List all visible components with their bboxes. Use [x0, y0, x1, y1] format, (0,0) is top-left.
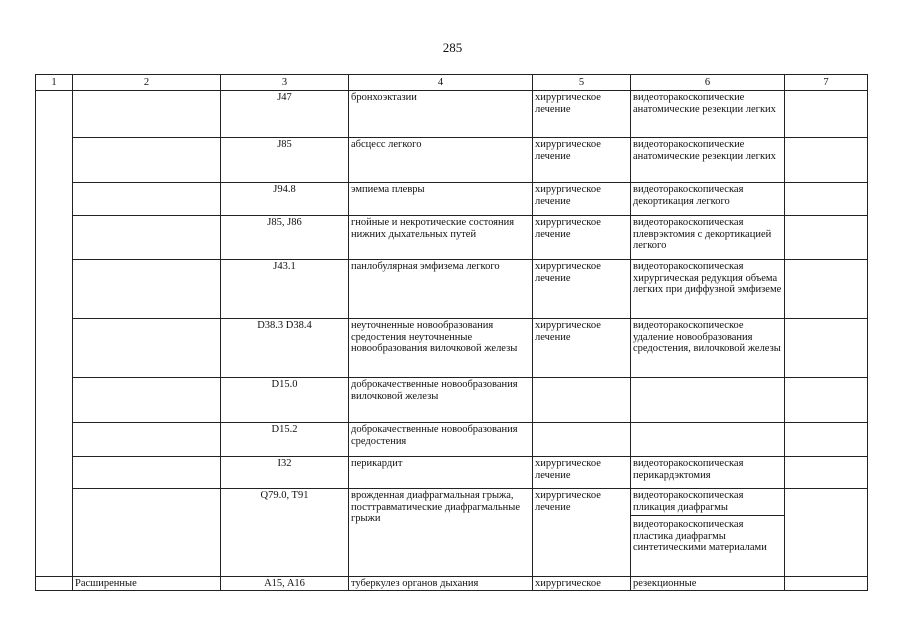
col1-merged-cell — [36, 91, 73, 577]
disease-cell: гнойные и некротические состояния нижних дыхательных путей — [349, 216, 533, 260]
disease-cell: врожденная диафрагмальная грыжа, посттравматические диафрагмальные грыжи — [349, 489, 533, 577]
disease-cell: абсцесс легкого — [349, 138, 533, 183]
group-cell — [73, 457, 221, 489]
method-cell: видеоторакоскопическая хирургическая редукция объема легких при диффузной эмфиземе — [631, 260, 785, 319]
group-cell: Расширенные — [73, 577, 221, 591]
table-row — [36, 91, 868, 138]
group-cell — [73, 319, 221, 378]
extra-cell — [785, 260, 868, 319]
header-row — [36, 75, 868, 91]
table-row — [36, 378, 868, 423]
disease-cell: панлобулярная эмфизема легкого — [349, 260, 533, 319]
table-row — [36, 457, 868, 489]
table-row — [36, 423, 868, 457]
disease-cell: туберкулез органов дыхания — [349, 577, 533, 591]
treatment-cell: хирургическое лечение — [533, 489, 631, 577]
code-cell: J85 — [221, 138, 349, 183]
table-row — [36, 577, 868, 591]
group-cell — [73, 378, 221, 423]
method-subcell: видеоторакоскопическая пликация диафрагмы — [631, 490, 784, 516]
col1-cell — [36, 577, 73, 591]
disease-cell: доброкачественные новообразования вилочковой железы — [349, 378, 533, 423]
group-cell — [73, 91, 221, 138]
treatment-cell: хирургическое лечение — [533, 138, 631, 183]
disease-cell: перикардит — [349, 457, 533, 489]
disease-cell: бронхоэктазии — [349, 91, 533, 138]
table-row — [36, 319, 868, 378]
method-cell: видеоторакоскопическая плеврэктомия с декортикацией легкого — [631, 216, 785, 260]
group-cell — [73, 216, 221, 260]
extra-cell — [785, 138, 868, 183]
treatment-cell: хирургическое лечение — [533, 183, 631, 216]
code-cell: A15, A16 — [221, 577, 349, 591]
treatment-cell: хирургическое лечение — [533, 216, 631, 260]
group-cell — [73, 260, 221, 319]
method-cell: видеоторакоскопическая перикардэктомия — [631, 457, 785, 489]
table-row — [36, 138, 868, 183]
code-cell: J85, J86 — [221, 216, 349, 260]
header-cell: 1 — [36, 75, 73, 91]
page-number: 285 — [442, 40, 463, 55]
method-cell: видеоторакоскопические анатомические резекции легких — [631, 138, 785, 183]
disease-cell: эмпиема плевры — [349, 183, 533, 216]
header-cell: 6 — [631, 75, 785, 91]
table-row — [36, 260, 868, 319]
method-cell: видеоторакоскопическая декортикация легкого — [631, 183, 785, 216]
header-cell: 7 — [785, 75, 868, 91]
code-cell: D15.0 — [221, 378, 349, 423]
treatment-cell: хирургическое лечение — [533, 91, 631, 138]
method-cell: резекционные — [631, 577, 785, 591]
treatment-cell — [533, 378, 631, 423]
disease-cell: доброкачественные новообразования средостения — [349, 423, 533, 457]
extra-cell — [785, 319, 868, 378]
treatment-cell: хирургическое лечение — [533, 457, 631, 489]
extra-cell — [785, 489, 868, 577]
group-cell — [73, 138, 221, 183]
disease-cell: неуточненные новообразования средостения неуточненные новообразования вилочковой железы — [349, 319, 533, 378]
method-cell — [631, 423, 785, 457]
table-row — [36, 183, 868, 216]
extra-cell — [785, 91, 868, 138]
treatment-cell: хирургическое — [533, 577, 631, 591]
group-cell — [73, 489, 221, 577]
treatment-cell: хирургическое лечение — [533, 260, 631, 319]
header-cell: 5 — [533, 75, 631, 91]
extra-cell — [785, 577, 868, 591]
table-row — [36, 216, 868, 260]
method-cell: видеоторакоскопическое удаление новообразования средостения, вилочковой железы — [631, 319, 785, 378]
header-cell: 3 — [221, 75, 349, 91]
code-cell: Q79.0, T91 — [221, 489, 349, 577]
group-cell — [73, 423, 221, 457]
header-cell: 4 — [349, 75, 533, 91]
method-cell — [631, 378, 785, 423]
extra-cell — [785, 457, 868, 489]
code-cell: D15.2 — [221, 423, 349, 457]
code-cell: I32 — [221, 457, 349, 489]
extra-cell — [785, 216, 868, 260]
code-cell: J94.8 — [221, 183, 349, 216]
code-cell: J43.1 — [221, 260, 349, 319]
header-cell: 2 — [73, 75, 221, 91]
treatment-cell — [533, 423, 631, 457]
procedures-table — [35, 74, 868, 591]
group-cell — [73, 183, 221, 216]
table-row — [36, 489, 868, 577]
treatment-cell: хирургическое лечение — [533, 319, 631, 378]
method-cell: видеоторакоскопические анатомические резекции легких — [631, 91, 785, 138]
extra-cell — [785, 378, 868, 423]
extra-cell — [785, 183, 868, 216]
extra-cell — [785, 423, 868, 457]
code-cell: J47 — [221, 91, 349, 138]
code-cell: D38.3 D38.4 — [221, 319, 349, 378]
method-subcell: видеоторакоскопическая пластика диафрагмы синтетическими материалами — [633, 519, 767, 553]
method-cell — [631, 489, 785, 577]
